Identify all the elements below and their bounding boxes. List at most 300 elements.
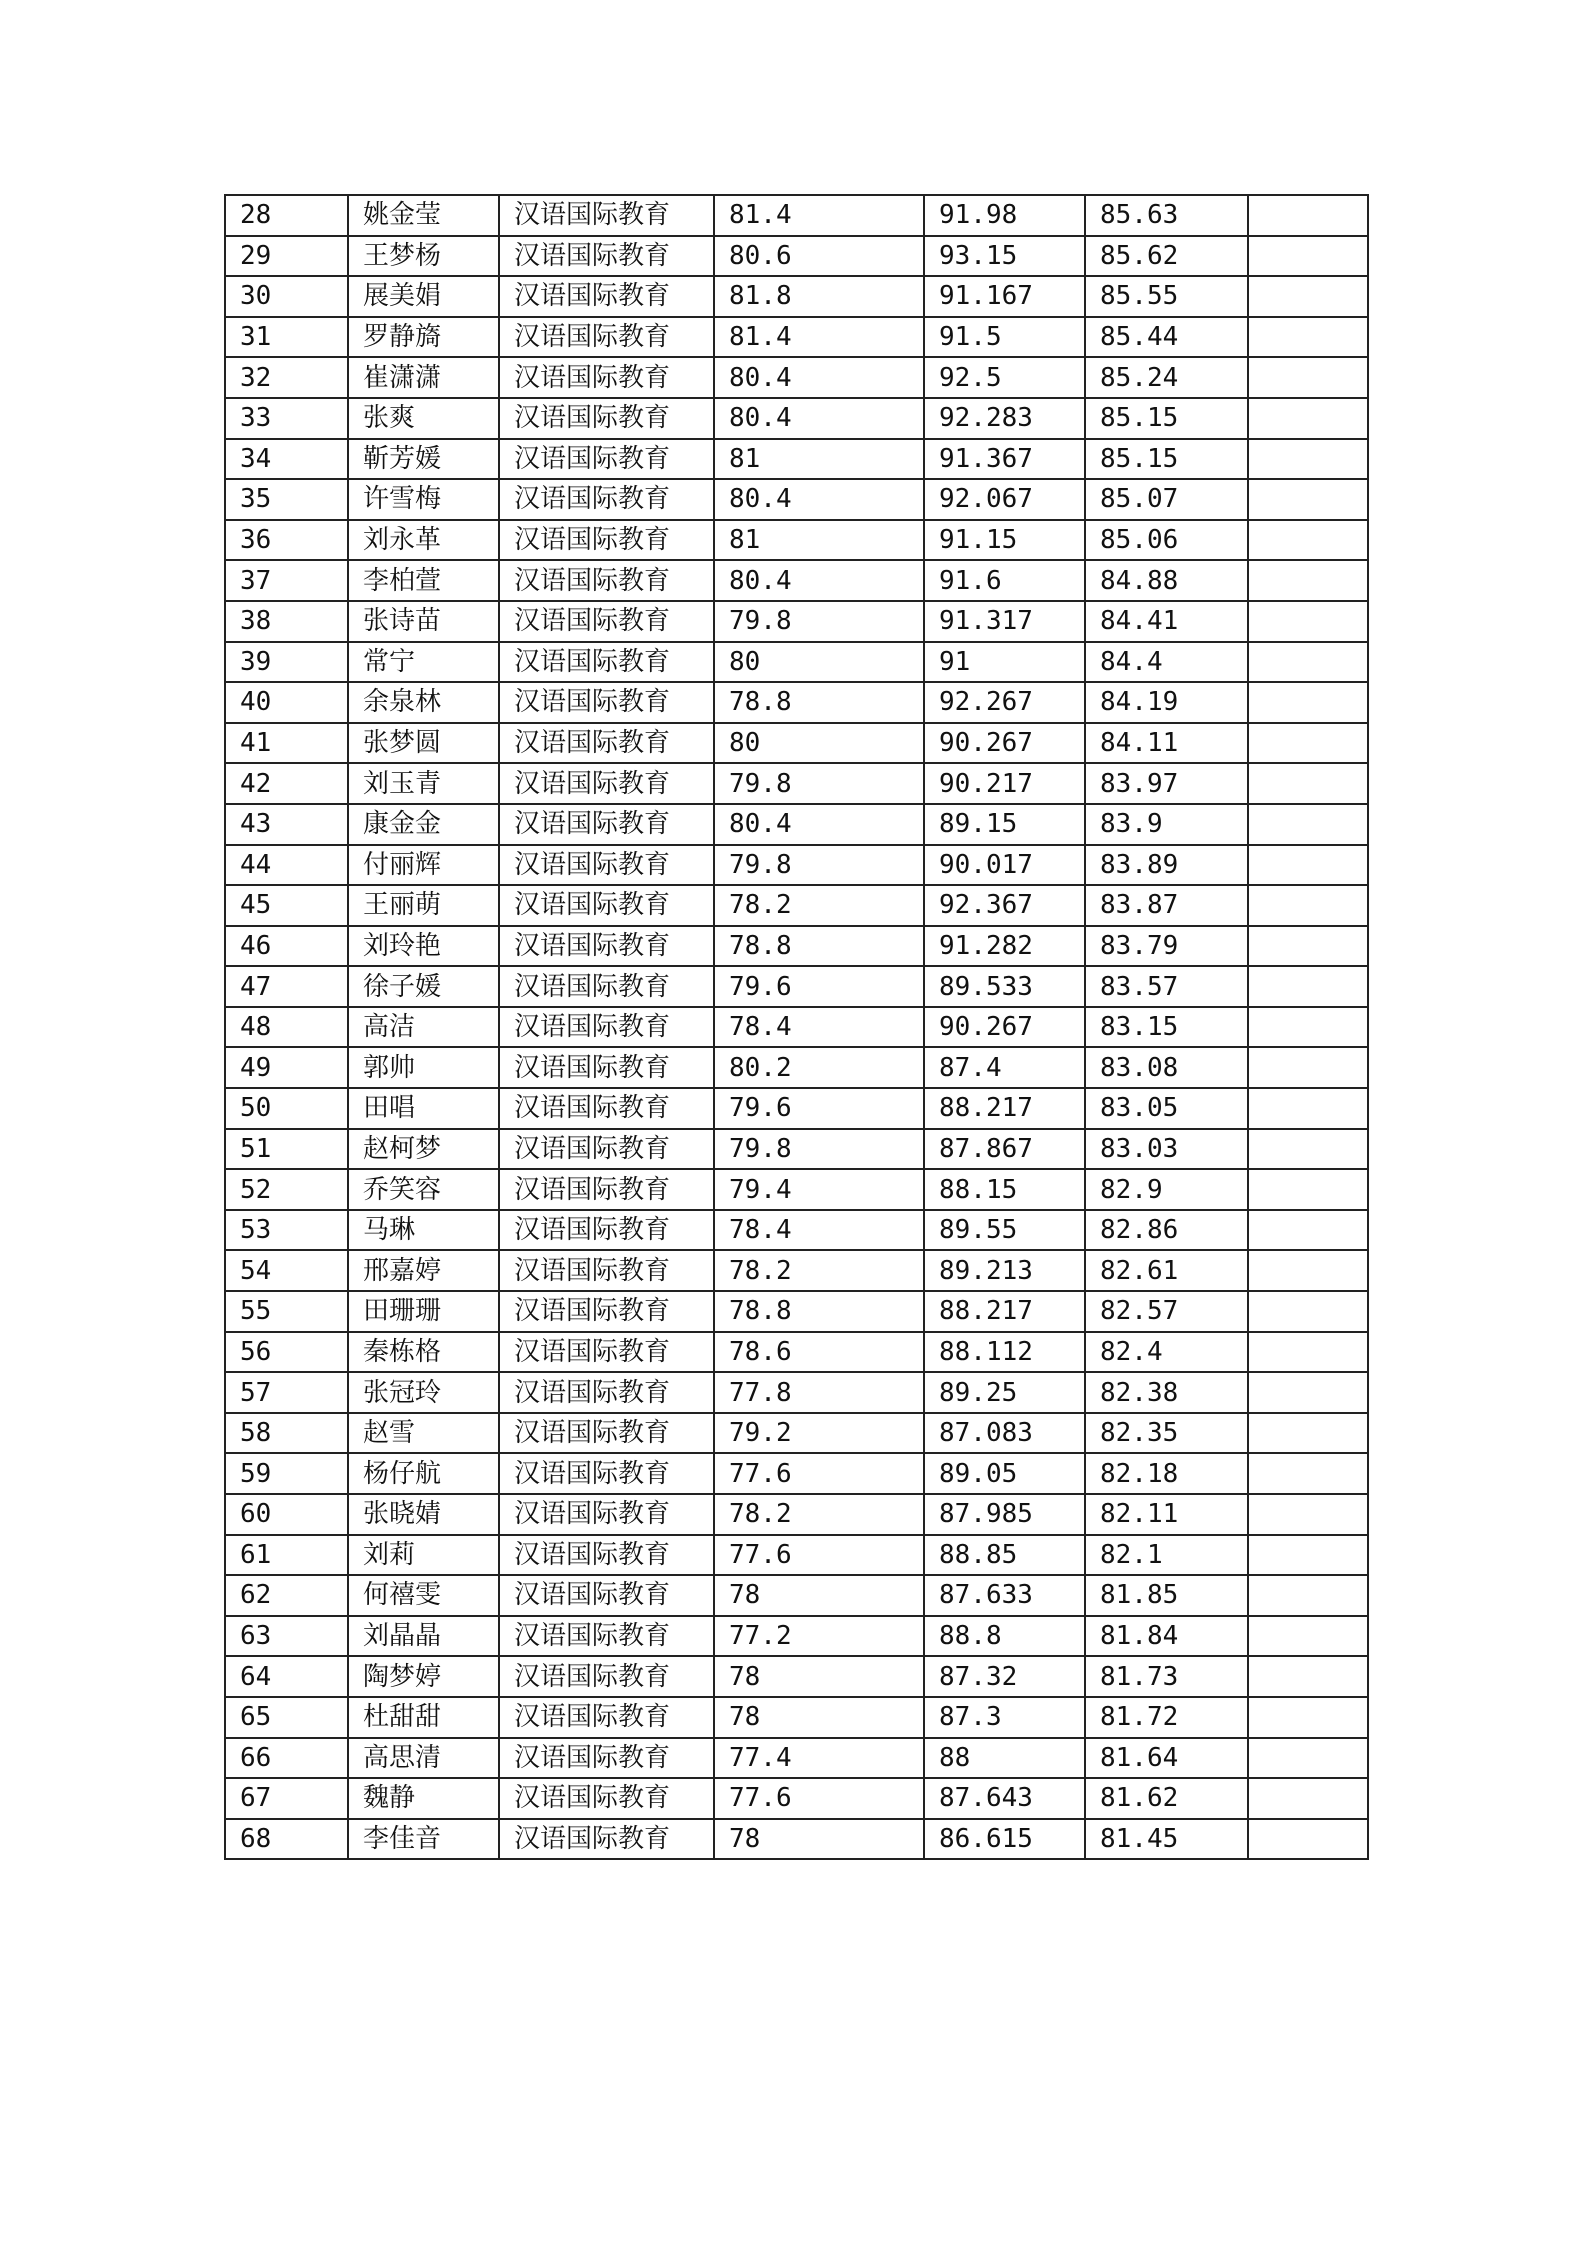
- rank-cell: 56: [226, 1333, 349, 1374]
- table-row: [226, 1089, 1367, 1130]
- interview-score-cell: 90.217: [925, 764, 1086, 805]
- name-cell: 刘永革: [349, 521, 500, 562]
- remark-cell: [1249, 1211, 1367, 1252]
- major-cell: 汉语国际教育: [500, 1739, 715, 1780]
- major-cell: 汉语国际教育: [500, 886, 715, 927]
- score-table-body: [226, 196, 1367, 1858]
- remark-cell: [1249, 1008, 1367, 1049]
- table-row: [226, 1251, 1367, 1292]
- rank-cell: 39: [226, 643, 349, 684]
- interview-score-cell: 87.4: [925, 1048, 1086, 1089]
- total-score-cell: 82.86: [1086, 1211, 1249, 1252]
- remark-cell: [1249, 1251, 1367, 1292]
- table-row: [226, 1008, 1367, 1049]
- written-score-cell: 77.8: [715, 1373, 925, 1414]
- interview-score-cell: 88.112: [925, 1333, 1086, 1374]
- interview-score-cell: 88.8: [925, 1617, 1086, 1658]
- written-score-cell: 78: [715, 1657, 925, 1698]
- written-score-cell: 78.8: [715, 927, 925, 968]
- table-row: [226, 1211, 1367, 1252]
- remark-cell: [1249, 237, 1367, 278]
- name-cell: 刘莉: [349, 1536, 500, 1577]
- name-cell: 余泉林: [349, 683, 500, 724]
- major-cell: 汉语国际教育: [500, 1454, 715, 1495]
- rank-cell: 41: [226, 724, 349, 765]
- remark-cell: [1249, 846, 1367, 887]
- table-row: [226, 1739, 1367, 1780]
- total-score-cell: 85.55: [1086, 277, 1249, 318]
- table-row: [226, 805, 1367, 846]
- rank-cell: 34: [226, 440, 349, 481]
- rank-cell: 49: [226, 1048, 349, 1089]
- remark-cell: [1249, 399, 1367, 440]
- interview-score-cell: 87.867: [925, 1130, 1086, 1171]
- table-row: [226, 480, 1367, 521]
- major-cell: 汉语国际教育: [500, 846, 715, 887]
- interview-score-cell: 88.85: [925, 1536, 1086, 1577]
- total-score-cell: 82.18: [1086, 1454, 1249, 1495]
- major-cell: 汉语国际教育: [500, 805, 715, 846]
- remark-cell: [1249, 480, 1367, 521]
- written-score-cell: 81.4: [715, 196, 925, 237]
- written-score-cell: 80.4: [715, 480, 925, 521]
- remark-cell: [1249, 521, 1367, 562]
- remark-cell: [1249, 1617, 1367, 1658]
- rank-cell: 43: [226, 805, 349, 846]
- rank-cell: 42: [226, 764, 349, 805]
- name-cell: 马琳: [349, 1211, 500, 1252]
- interview-score-cell: 87.985: [925, 1495, 1086, 1536]
- table-row: [226, 927, 1367, 968]
- name-cell: 乔笑容: [349, 1170, 500, 1211]
- name-cell: 李佳音: [349, 1820, 500, 1859]
- table-row: [226, 643, 1367, 684]
- name-cell: 刘玲艳: [349, 927, 500, 968]
- name-cell: 赵柯梦: [349, 1130, 500, 1171]
- written-score-cell: 77.2: [715, 1617, 925, 1658]
- written-score-cell: 78: [715, 1698, 925, 1739]
- interview-score-cell: 87.3: [925, 1698, 1086, 1739]
- rank-cell: 60: [226, 1495, 349, 1536]
- major-cell: 汉语国际教育: [500, 1820, 715, 1859]
- remark-cell: [1249, 1779, 1367, 1820]
- major-cell: 汉语国际教育: [500, 1130, 715, 1171]
- interview-score-cell: 91: [925, 643, 1086, 684]
- rank-cell: 63: [226, 1617, 349, 1658]
- table-row: [226, 196, 1367, 237]
- remark-cell: [1249, 1698, 1367, 1739]
- major-cell: 汉语国际教育: [500, 358, 715, 399]
- table-row: [226, 1576, 1367, 1617]
- score-table: [224, 194, 1369, 1860]
- table-row: [226, 1170, 1367, 1211]
- written-score-cell: 78.8: [715, 1292, 925, 1333]
- interview-score-cell: 89.05: [925, 1454, 1086, 1495]
- major-cell: 汉语国际教育: [500, 196, 715, 237]
- major-cell: 汉语国际教育: [500, 440, 715, 481]
- written-score-cell: 77.4: [715, 1739, 925, 1780]
- rank-cell: 59: [226, 1454, 349, 1495]
- name-cell: 刘晶晶: [349, 1617, 500, 1658]
- total-score-cell: 85.62: [1086, 237, 1249, 278]
- major-cell: 汉语国际教育: [500, 277, 715, 318]
- remark-cell: [1249, 196, 1367, 237]
- table-row: [226, 1495, 1367, 1536]
- interview-score-cell: 87.643: [925, 1779, 1086, 1820]
- major-cell: 汉语国际教育: [500, 1495, 715, 1536]
- total-score-cell: 82.11: [1086, 1495, 1249, 1536]
- rank-cell: 46: [226, 927, 349, 968]
- table-row: [226, 399, 1367, 440]
- rank-cell: 58: [226, 1414, 349, 1455]
- interview-score-cell: 92.367: [925, 886, 1086, 927]
- written-score-cell: 78: [715, 1576, 925, 1617]
- total-score-cell: 83.79: [1086, 927, 1249, 968]
- interview-score-cell: 88.217: [925, 1089, 1086, 1130]
- name-cell: 秦栋格: [349, 1333, 500, 1374]
- major-cell: 汉语国际教育: [500, 724, 715, 765]
- rank-cell: 62: [226, 1576, 349, 1617]
- total-score-cell: 82.38: [1086, 1373, 1249, 1414]
- major-cell: 汉语国际教育: [500, 1698, 715, 1739]
- name-cell: 李柏萱: [349, 561, 500, 602]
- rank-cell: 37: [226, 561, 349, 602]
- remark-cell: [1249, 1820, 1367, 1859]
- major-cell: 汉语国际教育: [500, 1170, 715, 1211]
- total-score-cell: 85.24: [1086, 358, 1249, 399]
- remark-cell: [1249, 1739, 1367, 1780]
- interview-score-cell: 87.32: [925, 1657, 1086, 1698]
- written-score-cell: 78.2: [715, 1495, 925, 1536]
- written-score-cell: 79.6: [715, 967, 925, 1008]
- remark-cell: [1249, 1495, 1367, 1536]
- written-score-cell: 80.4: [715, 358, 925, 399]
- major-cell: 汉语国际教育: [500, 1292, 715, 1333]
- name-cell: 邢嘉婷: [349, 1251, 500, 1292]
- name-cell: 张梦圆: [349, 724, 500, 765]
- table-row: [226, 318, 1367, 359]
- major-cell: 汉语国际教育: [500, 1211, 715, 1252]
- interview-score-cell: 90.267: [925, 724, 1086, 765]
- major-cell: 汉语国际教育: [500, 1657, 715, 1698]
- interview-score-cell: 92.067: [925, 480, 1086, 521]
- interview-score-cell: 91.98: [925, 196, 1086, 237]
- table-row: [226, 724, 1367, 765]
- total-score-cell: 84.19: [1086, 683, 1249, 724]
- major-cell: 汉语国际教育: [500, 683, 715, 724]
- major-cell: 汉语国际教育: [500, 1373, 715, 1414]
- major-cell: 汉语国际教育: [500, 480, 715, 521]
- total-score-cell: 83.97: [1086, 764, 1249, 805]
- total-score-cell: 83.03: [1086, 1130, 1249, 1171]
- written-score-cell: 78.2: [715, 886, 925, 927]
- rank-cell: 28: [226, 196, 349, 237]
- interview-score-cell: 91.167: [925, 277, 1086, 318]
- interview-score-cell: 91.5: [925, 318, 1086, 359]
- rank-cell: 68: [226, 1820, 349, 1859]
- rank-cell: 36: [226, 521, 349, 562]
- written-score-cell: 80.2: [715, 1048, 925, 1089]
- remark-cell: [1249, 277, 1367, 318]
- name-cell: 何禧雯: [349, 1576, 500, 1617]
- name-cell: 靳芳媛: [349, 440, 500, 481]
- rank-cell: 40: [226, 683, 349, 724]
- written-score-cell: 79.4: [715, 1170, 925, 1211]
- interview-score-cell: 88.217: [925, 1292, 1086, 1333]
- major-cell: 汉语国际教育: [500, 927, 715, 968]
- name-cell: 张诗苗: [349, 602, 500, 643]
- remark-cell: [1249, 927, 1367, 968]
- name-cell: 郭帅: [349, 1048, 500, 1089]
- written-score-cell: 78.8: [715, 683, 925, 724]
- remark-cell: [1249, 1414, 1367, 1455]
- table-row: [226, 1536, 1367, 1577]
- name-cell: 高洁: [349, 1008, 500, 1049]
- table-row: [226, 1130, 1367, 1171]
- interview-score-cell: 89.25: [925, 1373, 1086, 1414]
- interview-score-cell: 91.282: [925, 927, 1086, 968]
- table-row: [226, 358, 1367, 399]
- written-score-cell: 77.6: [715, 1536, 925, 1577]
- rank-cell: 47: [226, 967, 349, 1008]
- rank-cell: 54: [226, 1251, 349, 1292]
- name-cell: 崔潇潇: [349, 358, 500, 399]
- interview-score-cell: 89.533: [925, 967, 1086, 1008]
- table-row: [226, 1779, 1367, 1820]
- remark-cell: [1249, 1333, 1367, 1374]
- total-score-cell: 85.07: [1086, 480, 1249, 521]
- interview-score-cell: 91.367: [925, 440, 1086, 481]
- major-cell: 汉语国际教育: [500, 1333, 715, 1374]
- total-score-cell: 82.4: [1086, 1333, 1249, 1374]
- table-row: [226, 1617, 1367, 1658]
- interview-score-cell: 86.615: [925, 1820, 1086, 1859]
- remark-cell: [1249, 1089, 1367, 1130]
- name-cell: 常宁: [349, 643, 500, 684]
- total-score-cell: 85.63: [1086, 196, 1249, 237]
- table-row: [226, 237, 1367, 278]
- total-score-cell: 83.08: [1086, 1048, 1249, 1089]
- table-row: [226, 1414, 1367, 1455]
- name-cell: 田唱: [349, 1089, 500, 1130]
- rank-cell: 64: [226, 1657, 349, 1698]
- rank-cell: 29: [226, 237, 349, 278]
- rank-cell: 31: [226, 318, 349, 359]
- written-score-cell: 77.6: [715, 1779, 925, 1820]
- major-cell: 汉语国际教育: [500, 764, 715, 805]
- total-score-cell: 85.44: [1086, 318, 1249, 359]
- interview-score-cell: 92.5: [925, 358, 1086, 399]
- written-score-cell: 79.8: [715, 1130, 925, 1171]
- remark-cell: [1249, 1170, 1367, 1211]
- written-score-cell: 80: [715, 643, 925, 684]
- rank-cell: 44: [226, 846, 349, 887]
- remark-cell: [1249, 602, 1367, 643]
- major-cell: 汉语国际教育: [500, 399, 715, 440]
- name-cell: 高思清: [349, 1739, 500, 1780]
- table-row: [226, 277, 1367, 318]
- major-cell: 汉语国际教育: [500, 1779, 715, 1820]
- written-score-cell: 80.6: [715, 237, 925, 278]
- written-score-cell: 79.6: [715, 1089, 925, 1130]
- written-score-cell: 78.4: [715, 1211, 925, 1252]
- interview-score-cell: 87.633: [925, 1576, 1086, 1617]
- interview-score-cell: 90.267: [925, 1008, 1086, 1049]
- remark-cell: [1249, 886, 1367, 927]
- remark-cell: [1249, 1657, 1367, 1698]
- name-cell: 付丽辉: [349, 846, 500, 887]
- table-row: [226, 1698, 1367, 1739]
- interview-score-cell: 93.15: [925, 237, 1086, 278]
- major-cell: 汉语国际教育: [500, 1089, 715, 1130]
- total-score-cell: 83.9: [1086, 805, 1249, 846]
- total-score-cell: 83.87: [1086, 886, 1249, 927]
- major-cell: 汉语国际教育: [500, 1414, 715, 1455]
- total-score-cell: 81.85: [1086, 1576, 1249, 1617]
- remark-cell: [1249, 1576, 1367, 1617]
- name-cell: 姚金莹: [349, 196, 500, 237]
- written-score-cell: 81.4: [715, 318, 925, 359]
- remark-cell: [1249, 764, 1367, 805]
- table-row: [226, 1373, 1367, 1414]
- interview-score-cell: 90.017: [925, 846, 1086, 887]
- interview-score-cell: 91.6: [925, 561, 1086, 602]
- remark-cell: [1249, 358, 1367, 399]
- total-score-cell: 84.11: [1086, 724, 1249, 765]
- remark-cell: [1249, 440, 1367, 481]
- remark-cell: [1249, 561, 1367, 602]
- interview-score-cell: 92.283: [925, 399, 1086, 440]
- remark-cell: [1249, 967, 1367, 1008]
- remark-cell: [1249, 1048, 1367, 1089]
- name-cell: 陶梦婷: [349, 1657, 500, 1698]
- remark-cell: [1249, 805, 1367, 846]
- remark-cell: [1249, 643, 1367, 684]
- interview-score-cell: 88: [925, 1739, 1086, 1780]
- total-score-cell: 81.64: [1086, 1739, 1249, 1780]
- name-cell: 张爽: [349, 399, 500, 440]
- total-score-cell: 83.05: [1086, 1089, 1249, 1130]
- written-score-cell: 78: [715, 1820, 925, 1859]
- name-cell: 赵雪: [349, 1414, 500, 1455]
- total-score-cell: 81.84: [1086, 1617, 1249, 1658]
- total-score-cell: 81.72: [1086, 1698, 1249, 1739]
- total-score-cell: 85.15: [1086, 440, 1249, 481]
- remark-cell: [1249, 1373, 1367, 1414]
- name-cell: 王丽萌: [349, 886, 500, 927]
- name-cell: 杨仔航: [349, 1454, 500, 1495]
- major-cell: 汉语国际教育: [500, 318, 715, 359]
- major-cell: 汉语国际教育: [500, 1008, 715, 1049]
- major-cell: 汉语国际教育: [500, 602, 715, 643]
- table-row: [226, 1333, 1367, 1374]
- total-score-cell: 82.35: [1086, 1414, 1249, 1455]
- written-score-cell: 79.8: [715, 846, 925, 887]
- name-cell: 刘玉青: [349, 764, 500, 805]
- remark-cell: [1249, 1292, 1367, 1333]
- table-row: [226, 1657, 1367, 1698]
- total-score-cell: 82.61: [1086, 1251, 1249, 1292]
- interview-score-cell: 92.267: [925, 683, 1086, 724]
- interview-score-cell: 91.15: [925, 521, 1086, 562]
- total-score-cell: 82.1: [1086, 1536, 1249, 1577]
- total-score-cell: 84.4: [1086, 643, 1249, 684]
- total-score-cell: 83.15: [1086, 1008, 1249, 1049]
- total-score-cell: 81.62: [1086, 1779, 1249, 1820]
- interview-score-cell: 88.15: [925, 1170, 1086, 1211]
- total-score-cell: 85.06: [1086, 521, 1249, 562]
- written-score-cell: 80.4: [715, 399, 925, 440]
- table-row: [226, 1454, 1367, 1495]
- written-score-cell: 79.2: [715, 1414, 925, 1455]
- rank-cell: 30: [226, 277, 349, 318]
- remark-cell: [1249, 1454, 1367, 1495]
- remark-cell: [1249, 724, 1367, 765]
- rank-cell: 51: [226, 1130, 349, 1171]
- major-cell: 汉语国际教育: [500, 561, 715, 602]
- rank-cell: 52: [226, 1170, 349, 1211]
- table-row: [226, 440, 1367, 481]
- major-cell: 汉语国际教育: [500, 1576, 715, 1617]
- written-score-cell: 77.6: [715, 1454, 925, 1495]
- major-cell: 汉语国际教育: [500, 1617, 715, 1658]
- rank-cell: 48: [226, 1008, 349, 1049]
- rank-cell: 65: [226, 1698, 349, 1739]
- name-cell: 王梦杨: [349, 237, 500, 278]
- table-row: [226, 764, 1367, 805]
- total-score-cell: 85.15: [1086, 399, 1249, 440]
- name-cell: 展美娟: [349, 277, 500, 318]
- total-score-cell: 83.89: [1086, 846, 1249, 887]
- total-score-cell: 82.57: [1086, 1292, 1249, 1333]
- written-score-cell: 81: [715, 440, 925, 481]
- interview-score-cell: 89.55: [925, 1211, 1086, 1252]
- name-cell: 魏静: [349, 1779, 500, 1820]
- table-row: [226, 521, 1367, 562]
- major-cell: 汉语国际教育: [500, 521, 715, 562]
- major-cell: 汉语国际教育: [500, 1251, 715, 1292]
- major-cell: 汉语国际教育: [500, 1048, 715, 1089]
- table-row: [226, 683, 1367, 724]
- name-cell: 徐子媛: [349, 967, 500, 1008]
- written-score-cell: 78.2: [715, 1251, 925, 1292]
- remark-cell: [1249, 1130, 1367, 1171]
- rank-cell: 57: [226, 1373, 349, 1414]
- remark-cell: [1249, 318, 1367, 359]
- name-cell: 杜甜甜: [349, 1698, 500, 1739]
- table-row: [226, 1048, 1367, 1089]
- interview-score-cell: 89.213: [925, 1251, 1086, 1292]
- rank-cell: 53: [226, 1211, 349, 1252]
- name-cell: 许雪梅: [349, 480, 500, 521]
- name-cell: 罗静旖: [349, 318, 500, 359]
- total-score-cell: 81.73: [1086, 1657, 1249, 1698]
- written-score-cell: 80.4: [715, 561, 925, 602]
- written-score-cell: 80.4: [715, 805, 925, 846]
- interview-score-cell: 89.15: [925, 805, 1086, 846]
- table-row: [226, 1292, 1367, 1333]
- rank-cell: 61: [226, 1536, 349, 1577]
- rank-cell: 35: [226, 480, 349, 521]
- name-cell: 田珊珊: [349, 1292, 500, 1333]
- written-score-cell: 81: [715, 521, 925, 562]
- interview-score-cell: 87.083: [925, 1414, 1086, 1455]
- total-score-cell: 84.88: [1086, 561, 1249, 602]
- total-score-cell: 81.45: [1086, 1820, 1249, 1859]
- table-row: [226, 886, 1367, 927]
- major-cell: 汉语国际教育: [500, 967, 715, 1008]
- table-row: [226, 967, 1367, 1008]
